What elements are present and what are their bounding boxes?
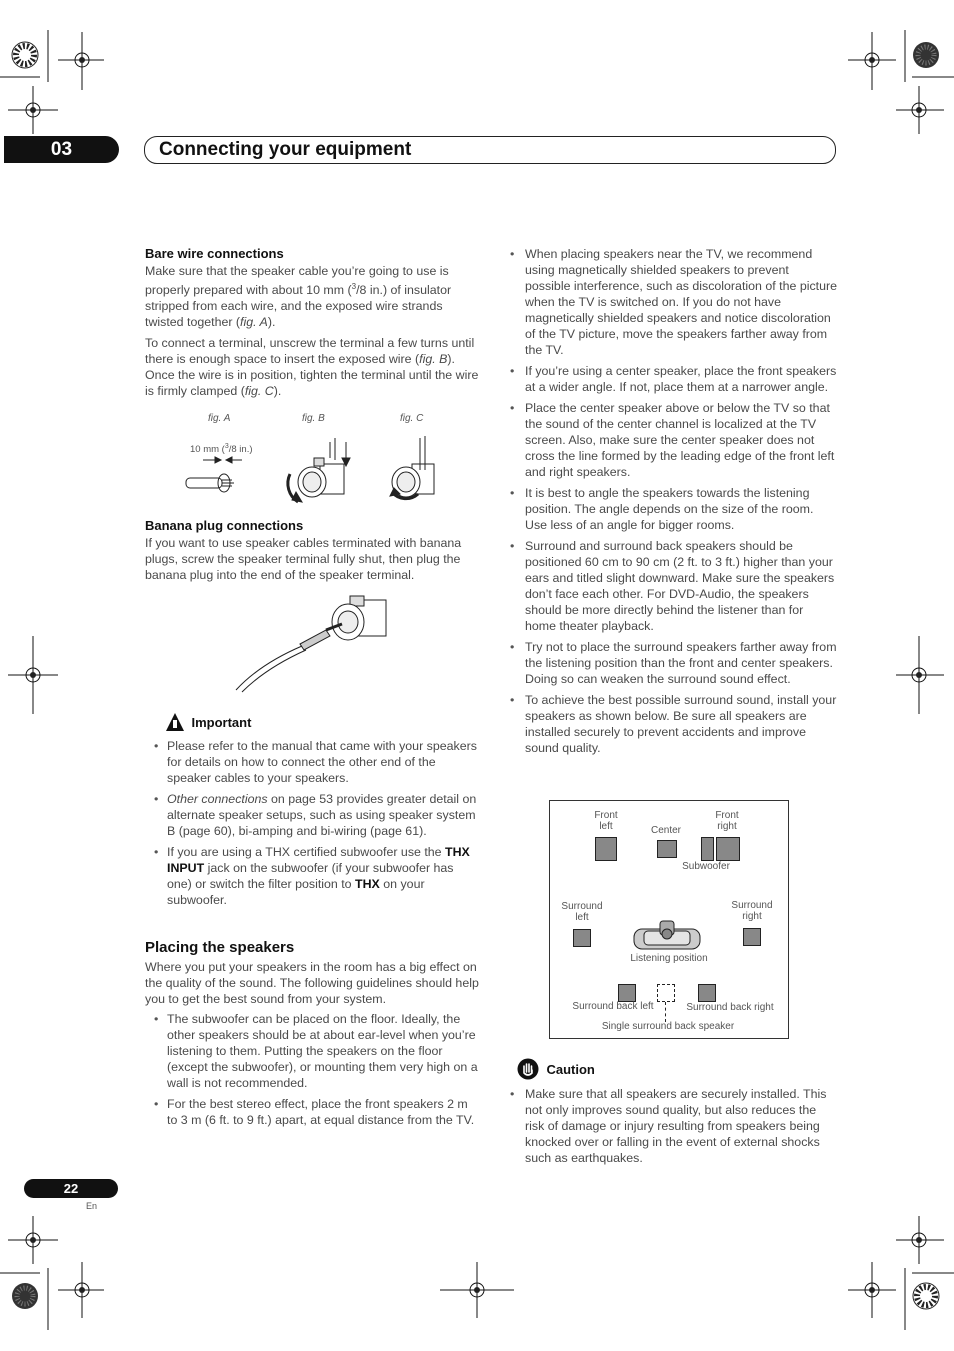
bare-wire-paragraph-1 [145, 263, 480, 330]
speaker-single-surround-back [657, 984, 675, 1002]
label-surround-left: Surround left [561, 901, 603, 923]
speaker-center [657, 840, 677, 858]
chapter-number: 03 [4, 136, 119, 163]
banana-plug-figure [230, 594, 395, 694]
label-subwoofer: Subwoofer [682, 861, 730, 872]
label-single-surround-back: Single surround back speaker [601, 1021, 735, 1032]
fig-b-label: fig. B [302, 413, 325, 424]
label-center: Center [650, 825, 681, 836]
important-b3-b: jack on the subwoofer (if your subwoofer has one) or switch the filter position to [167, 861, 454, 891]
fig-c-label: fig. C [400, 413, 424, 424]
right-column [507, 246, 837, 761]
warning-hand-icon [165, 712, 185, 732]
page-number: 22 [24, 1179, 118, 1198]
listening-sofa-icon [632, 919, 702, 953]
placing-bullet-1: • The subwoofer can be placed on the floor. Ideally, the other speakers should be at about ear-level when you’re listening to them. Putting the speakers on the floor (except the subwoofer), or mounting them very high on a wall is not recommended. [145, 1011, 480, 1091]
bare-wire-p1-sup: 3 [351, 282, 357, 291]
label-surround-right: Surround right [731, 900, 773, 922]
speaker-surround-back-left [618, 984, 636, 1002]
right-bullet-3: • Place the center speaker above or below the TV so that the sound of the center channel is localized at the TV screen. Also, make sure the center speaker does not cross the line formed by the leading edge of the front left and right speakers. [507, 400, 837, 480]
stop-hand-icon [517, 1058, 539, 1080]
label-front-left: Front left [594, 810, 618, 832]
banana-section [145, 518, 480, 583]
fig-a-reference: fig. A [240, 315, 268, 330]
label-front-right: Front right [715, 810, 739, 832]
measure-sup: 3 [224, 443, 229, 450]
placing-heading: Placing the speakers [145, 939, 295, 956]
bare-wire-heading: Bare wire connections [145, 246, 284, 261]
important-bullet-2 [145, 791, 480, 839]
right-bullet-5: • Surround and surround back speakers should be positioned 60 cm to 90 cm (2 ft. to 3 ft.) higher than your ears and titled slight downward. Make sure the speakers don’t face each other. For DVD-Audio, the speakers should be more directly behind the listener than for home theater playback. [507, 538, 837, 634]
important-header [165, 712, 480, 732]
speaker-front-left [595, 837, 617, 861]
label-surround-back-right: Surround back right [686, 1002, 774, 1013]
fig-a-label: fig. A [208, 413, 231, 424]
chapter-title: Connecting your equipment [159, 139, 412, 160]
bare-wire-p1-end: ). [267, 315, 276, 330]
bare-wire-p1-frac: /8 in.) of insulator stripped from each wire, and the exposed wire strands twisted together ( [145, 283, 452, 330]
caution-header [517, 1058, 837, 1080]
placing-section [145, 939, 480, 1133]
bare-wire-p2-a: To connect a terminal, unscrew the terminal a few turns until there is enough space to insert the exposed wire ( [145, 336, 475, 367]
banana-heading: Banana plug connections [145, 518, 304, 533]
placing-bullet-2: • For the best stereo effect, place the front speakers 2 m to 3 m (6 ft. to 9 ft.) apart, at equal distance from the TV. [145, 1096, 480, 1128]
important-heading: Important [191, 714, 252, 730]
measure-b: /8 in.) [228, 444, 253, 456]
fig-b-reference: fig. B [419, 352, 448, 367]
right-bullet-7: • To achieve the best possible surround sound, install your speakers as shown below. Be sure all speakers are installed securely to prevent accidents and improve sound quality. [507, 692, 837, 756]
thx-input-label: THX INPUT [167, 845, 470, 875]
fig-c-reference: fig. C [244, 384, 274, 399]
right-bullet-2: • If you’re using a center speaker, place the front speakers at a wider angle. If not, place them at a narrower angle. [507, 363, 837, 395]
speaker-subwoofer [701, 837, 714, 861]
speaker-front-right [716, 837, 740, 861]
important-b2-rest: on page 53 provides greater detail on alternate speaker setups, such as using speaker system B (page 60), bi-amping and bi-wiring (page 61). [167, 792, 477, 838]
thx-label: THX [355, 877, 380, 891]
other-connections-ref: Other connections [167, 792, 268, 806]
bare-wire-p1-a: Make sure that the speaker cable you’re going to use is properly prepared with about 10 mm ( [145, 264, 449, 298]
right-bullet-4: • It is best to angle the speakers towards the listening position. The angle depends on the size of the room. Use less of an angle for bigger rooms. [507, 485, 837, 533]
single-back-leader-line [665, 1002, 666, 1022]
caution-heading: Caution [546, 1061, 595, 1077]
language-code: En [86, 1201, 98, 1211]
important-b3-c: on your subwoofer. [167, 877, 425, 907]
important-section [145, 712, 480, 913]
bare-wire-p2-end: ). [273, 384, 282, 399]
speaker-placement-diagram [549, 800, 789, 1039]
banana-text: If you want to use speaker cables terminated with banana plugs, screw the speaker terminal fully shut, then plug the banana plug into the end of the speaker terminal. [145, 536, 462, 582]
label-surround-back-left: Surround back left [572, 1001, 654, 1012]
important-b3-a: If you are using a THX certified subwoofer use the [167, 845, 446, 859]
right-bullet-6: • Try not to place the surround speakers farther away from the listening position than the front and center speakers. Doing so can weaken the surround sound effect. [507, 639, 837, 687]
placing-intro: Where you put your speakers in the room has a big effect on the quality of the sound. The following guidelines should help you to get the best sound from your system. [145, 960, 479, 1006]
right-bullet-1: • When placing speakers near the TV, we recommend using magnetically shielded speakers to prevent possible interference, such as discoloration of the picture when the TV is switched on. If you do not have magnetically shielded speakers and notice discoloration of the TV picture, move the speakers farther away from the TV. [507, 246, 837, 358]
important-bullet-1: • Please refer to the manual that came with your speakers for details on how to connect the other end of the speaker cables to your speakers. [145, 738, 480, 786]
speaker-surround-back-right [698, 984, 716, 1002]
caution-bullet-1: • Make sure that all speakers are securely installed. This not only improves sound quality, but also reduces the risk of damage or injury resulting from speakers being knocked over or falling in the event of external shocks such as earthquakes. [507, 1086, 837, 1166]
bare-wire-paragraph-2 [145, 335, 480, 399]
speaker-surround-right [743, 928, 761, 946]
measure-a: 10 mm ( [190, 444, 225, 456]
caution-section [507, 1058, 837, 1171]
label-listening-position: Listening position [630, 953, 708, 964]
left-column [145, 246, 480, 399]
speaker-surround-left [573, 929, 591, 947]
bare-wire-p2-b: ). Once the wire is in position, tighten the terminal until the wire is firmly clamped ( [145, 352, 479, 399]
chapter-title-box [144, 136, 836, 164]
important-bullet-3 [145, 844, 480, 908]
bare-wire-figures [180, 430, 450, 505]
